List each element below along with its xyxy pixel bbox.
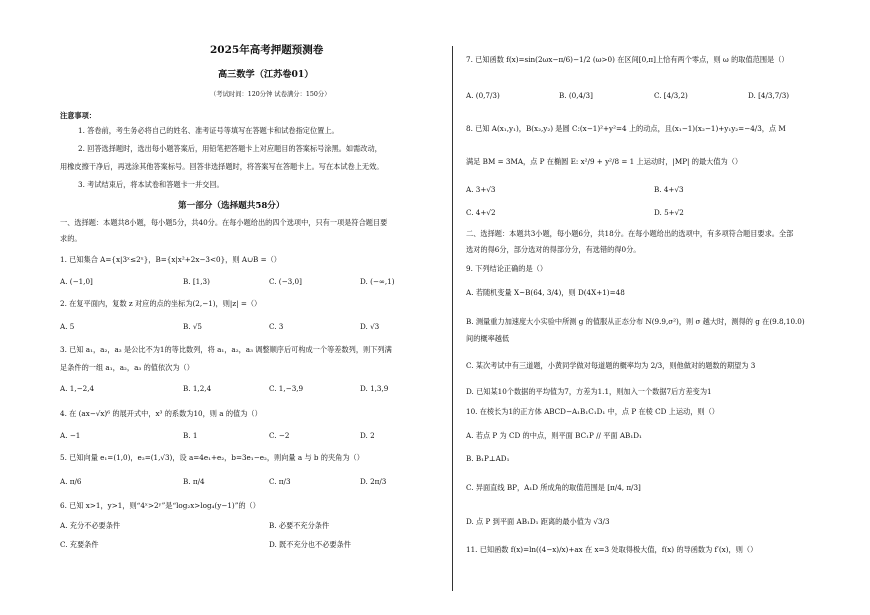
question-2-stem: 2. 在复平面内，复数 z 对应的点的坐标为(2,−1)，则|z| =（） — [60, 299, 262, 308]
q4-option-c: C. −2 — [269, 431, 290, 440]
q7-option-a: A. (0,7/3) — [466, 91, 500, 100]
q9-option-a: A. 若随机变量 X~B(64, 3/4)，则 D(4X+1)=48 — [466, 288, 625, 297]
q1-option-a: A. (−1,0] — [60, 277, 93, 286]
q2-option-c: C. 3 — [269, 322, 284, 331]
notes-heading: 注意事项： — [60, 111, 96, 120]
q4-option-d: D. 2 — [360, 431, 375, 440]
q4-option-b: B. 1 — [183, 431, 198, 440]
part1-intro: 一、选择题：本题共8小题，每小题5分，共40分。在每小题给出的四个选项中，只有一项是符合题目要 — [60, 218, 388, 227]
q8-option-a: A. 3+√3 — [466, 185, 496, 194]
q8-option-d: D. 5+√2 — [654, 208, 684, 217]
column-divider — [452, 46, 453, 591]
part2-intro-cont: 选对的得6分，部分选对的得部分分，有选错的得0分。 — [466, 245, 641, 254]
part1-intro-cont: 求的。 — [60, 234, 82, 243]
q6-option-c: C. 充要条件 — [60, 540, 99, 549]
q1-option-b: B. [1,3) — [183, 277, 210, 286]
question-9-stem: 9. 下列结论正确的是（） — [466, 264, 548, 273]
q5-option-b: B. π/4 — [183, 477, 205, 486]
q6-option-b: B. 必要不充分条件 — [269, 521, 330, 530]
q7-option-c: C. [4/3,2) — [654, 91, 688, 100]
q6-option-d: D. 既不充分也不必要条件 — [269, 540, 351, 549]
q8-option-c: C. 4+√2 — [466, 208, 496, 217]
q3-option-c: C. 1,−3,9 — [269, 384, 304, 393]
q1-option-d: D. (−∞,1) — [360, 277, 395, 286]
q10-option-b: B. B₁P⊥AD₁ — [466, 454, 510, 463]
q3-option-a: A. 1,−2,4 — [60, 384, 95, 393]
note-item: 用橡皮擦干净后，再选涂其他答案标号。回答非选择题时，将答案写在答题卡上。写在本试卷上无效。 — [60, 162, 384, 171]
question-8-stem: 8. 已知 A(x₁,y₁)，B(x₂,y₂) 是圆 C:(x−1)²+y²=4 上的动点，且(x₁−1)(x₂−1)+y₁y₂=−4/3，点 M — [466, 124, 786, 133]
q6-option-a: A. 充分不必要条件 — [60, 521, 121, 530]
q4-option-a: A. −1 — [60, 431, 81, 440]
exam-subtitle: 高三数学（江苏卷01） — [218, 69, 314, 80]
q3-option-b: B. 1,2,4 — [183, 384, 212, 393]
q9-option-b-cont: 间的概率越低 — [466, 334, 510, 343]
exam-info: （考试时间：120分钟 试卷满分：150分） — [210, 91, 331, 98]
question-8-stem-cont: 满足 BM = 3MA，点 P 在椭圆 E: x²/9 + y²/8 = 1 上运动时，|MP| 的最大值为（） — [466, 157, 743, 166]
q2-option-a: A. 5 — [60, 322, 75, 331]
q10-option-c: C. 异面直线 BP，A₁D 所成角的取值范围是 [π/4, π/3] — [466, 483, 641, 492]
part2-intro: 二、选择题：本题共3小题，每小题6分，共18分。在每小题给出的选项中，有多项符合题目要求。全部 — [466, 229, 794, 238]
q9-option-d: D. 已知某10个数据的平均值为7，方差为1.1，则加入一个数据7后方差变为1 — [466, 387, 712, 396]
q10-option-d: D. 点 P 到平面 AB₁D₁ 距离的最小值为 √3/3 — [466, 517, 610, 526]
note-item: 1. 答卷前，考生务必将自己的姓名、准考证号等填写在答题卡和试卷指定位置上。 — [78, 126, 339, 135]
question-3-stem: 3. 已知 a₁，a₂，a₃ 是公比不为1的等比数列，将 a₁，a₂，a₃ 调整顺序后可构成一个等差数列，则下列满 — [60, 345, 392, 354]
question-4-stem: 4. 在 (ax−√x)⁶ 的展开式中，x³ 的系数为10，则 a 的值为（） — [60, 409, 262, 418]
exam-title: 2025年高考押题预测卷 — [210, 44, 324, 56]
q1-option-c: C. (−3,0] — [269, 277, 302, 286]
question-7-stem: 7. 已知函数 f(x)=sin(2ωx−π/6)−1/2 (ω>0) 在区间[0,π]上恰有两个零点，则 ω 的取值范围是（） — [466, 55, 789, 64]
question-3-stem-cont: 足条件的一组 a₁，a₂，a₃ 的值依次为（） — [60, 363, 194, 372]
q5-option-c: C. π/3 — [269, 477, 291, 486]
q2-option-d: D. √3 — [360, 322, 380, 331]
question-10-stem: 10. 在棱长为1的正方体 ABCD−A₁B₁C₁D₁ 中，点 P 在棱 CD 上运动，则（） — [466, 407, 719, 416]
part1-title: 第一部分（选择题共58分） — [178, 201, 285, 211]
note-item: 3. 考试结束后，将本试卷和答题卡一并交回。 — [78, 180, 224, 189]
q5-option-d: D. 2π/3 — [360, 477, 387, 486]
q9-option-c: C. 某次考试中有三道题，小黄同学做对每道题的概率均为 2/3，则他做对的题数的期望为 3 — [466, 361, 756, 370]
q7-option-b: B. (0,4/3] — [559, 91, 593, 100]
question-1-stem: 1. 已知集合 A={x|3ˣ≤2ˣ}，B={x|x²+2x−3<0}，则 A∪B =（） — [60, 255, 281, 264]
q2-option-b: B. √5 — [183, 322, 203, 331]
question-6-stem: 6. 已知 x>1，y>1，则“4ˣ>2ʸ”是“log₂x>log₄(y−1)”的（） — [60, 501, 260, 510]
q10-option-a: A. 若点 P 为 CD 的中点，则平面 BC₁P // 平面 AB₁D₁ — [466, 431, 642, 440]
q3-option-d: D. 1,3,9 — [360, 384, 389, 393]
q5-option-a: A. π/6 — [60, 477, 82, 486]
question-5-stem: 5. 已知向量 e₁=(1,0)，e₂=(1,√3)，设 a=4e₁+e₂，b=3e₁−e₂，则向量 a 与 b 的夹角为（） — [60, 453, 364, 462]
q8-option-b: B. 4+√3 — [654, 185, 684, 194]
note-item: 2. 回答选择题时，选出每小题答案后，用铅笔把答题卡上对应题目的答案标号涂黑。如需改动， — [78, 144, 382, 153]
q9-option-b: B. 测量重力加速度大小实验中所测 g 的值服从正态分布 N(9.9,σ²)，则 σ 越大时，测得的 g 在(9.8,10.0) — [466, 317, 805, 326]
q7-option-d: D. [4/3,7/3) — [748, 91, 790, 100]
question-11-stem: 11. 已知函数 f(x)=ln((4−x)/x)+ax 在 x=3 处取得极大值，f(x) 的导函数为 f′(x)，则（） — [466, 545, 758, 554]
